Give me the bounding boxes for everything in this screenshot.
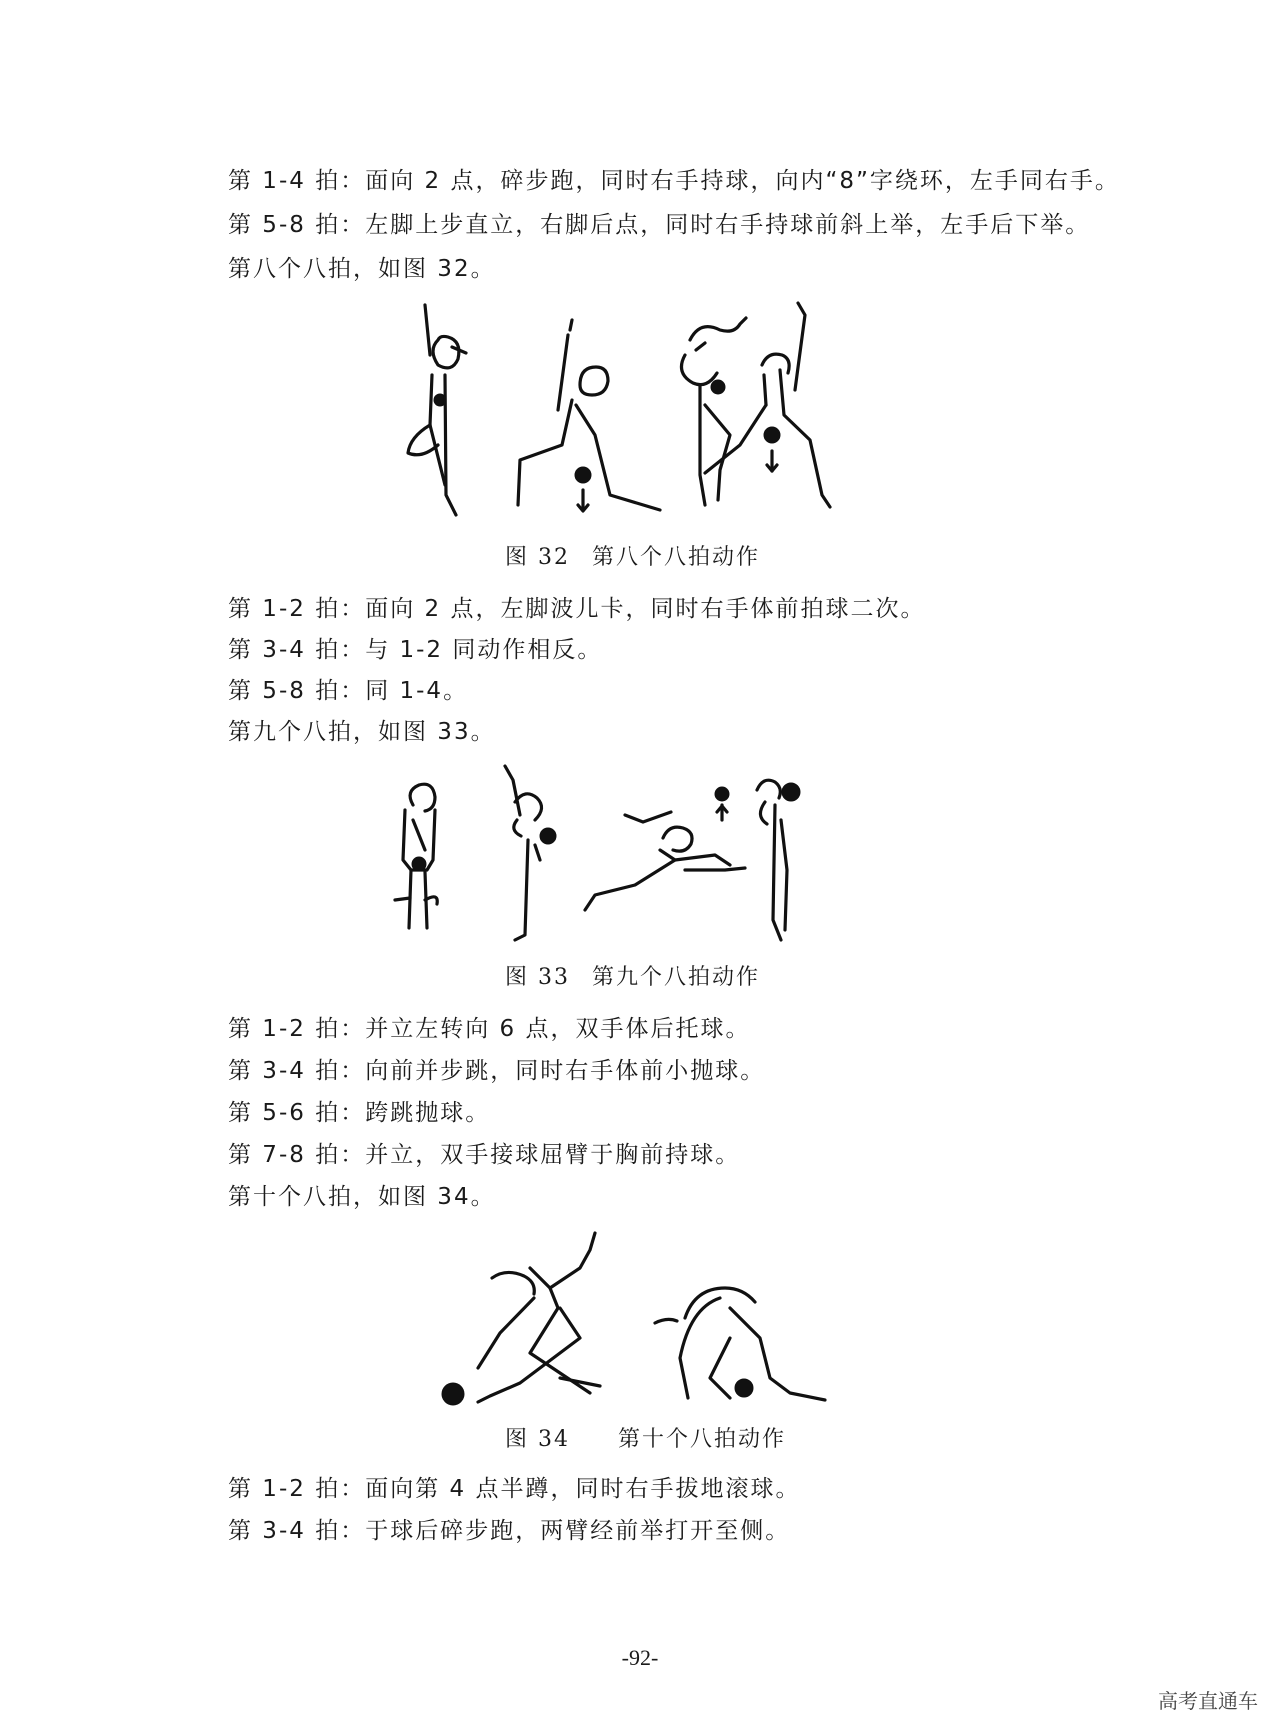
instruction-line: 第九个八拍，如图 33。 — [228, 719, 496, 745]
figure-title: 第十个八拍动作 — [618, 1427, 787, 1452]
instruction-line: 第 1-2 拍：并立左转向 6 点，双手体后托球。 — [228, 1016, 751, 1042]
figure-33-caption — [505, 960, 760, 991]
figure-32-illustration — [400, 295, 920, 530]
dancer-sketch — [518, 320, 660, 511]
instruction-line: 第 1-2 拍：面向第 4 点半蹲，同时右手拔地滚球。 — [228, 1476, 801, 1502]
figure-title: 第八个八拍动作 — [592, 545, 761, 570]
figure-number: 图 33 — [505, 965, 570, 990]
figure-32-caption — [505, 540, 760, 571]
page-number: -92- — [621, 1645, 659, 1670]
dancer-sketch — [757, 780, 800, 940]
figure-number: 图 32 — [505, 545, 570, 570]
dancer-sketch — [505, 766, 556, 940]
figure-title: 第九个八拍动作 — [592, 965, 761, 990]
watermark: 高考直通车 — [1158, 1689, 1258, 1713]
instruction-line: 第 5-8 拍：同 1-4。 — [228, 678, 469, 704]
figure-33-illustration — [385, 760, 905, 960]
instruction-line: 第八个八拍，如图 32。 — [228, 256, 496, 282]
dancer-sketch — [585, 787, 745, 910]
figure-number: 图 34 — [505, 1427, 570, 1452]
instruction-line: 第十个八拍，如图 34。 — [228, 1184, 496, 1210]
instruction-line: 第 3-4 拍：于球后碎步跑，两臂经前举打开至侧。 — [228, 1518, 791, 1544]
dancer-sketch — [655, 1288, 825, 1400]
dancer-sketch — [395, 784, 437, 928]
instruction-line: 第 7-8 拍：并立，双手接球屈臂于胸前持球。 — [228, 1142, 741, 1168]
instruction-line: 第 5-8 拍：左脚上步直立，右脚后点，同时右手持球前斜上举，左手后下举。 — [228, 212, 1091, 238]
dancer-sketch — [705, 303, 830, 507]
dancer-sketch — [408, 305, 466, 515]
figure-34-illustration — [430, 1228, 850, 1428]
instruction-line: 第 3-4 拍：与 1-2 同动作相反。 — [228, 637, 603, 663]
instruction-line: 第 3-4 拍：向前并步跳，同时右手体前小抛球。 — [228, 1058, 766, 1084]
instruction-line: 第 5-6 拍：跨跳抛球。 — [228, 1100, 491, 1126]
dancer-sketch — [442, 1233, 600, 1405]
figure-34-caption — [505, 1422, 786, 1453]
instruction-line: 第 1-2 拍：面向 2 点，左脚波儿卡，同时右手体前拍球二次。 — [228, 596, 926, 622]
instruction-line: 第 1-4 拍：面向 2 点，碎步跑，同时右手持球，向内“8”字绕环，左手同右手。 — [228, 168, 1120, 194]
dancer-sketch — [681, 318, 746, 505]
